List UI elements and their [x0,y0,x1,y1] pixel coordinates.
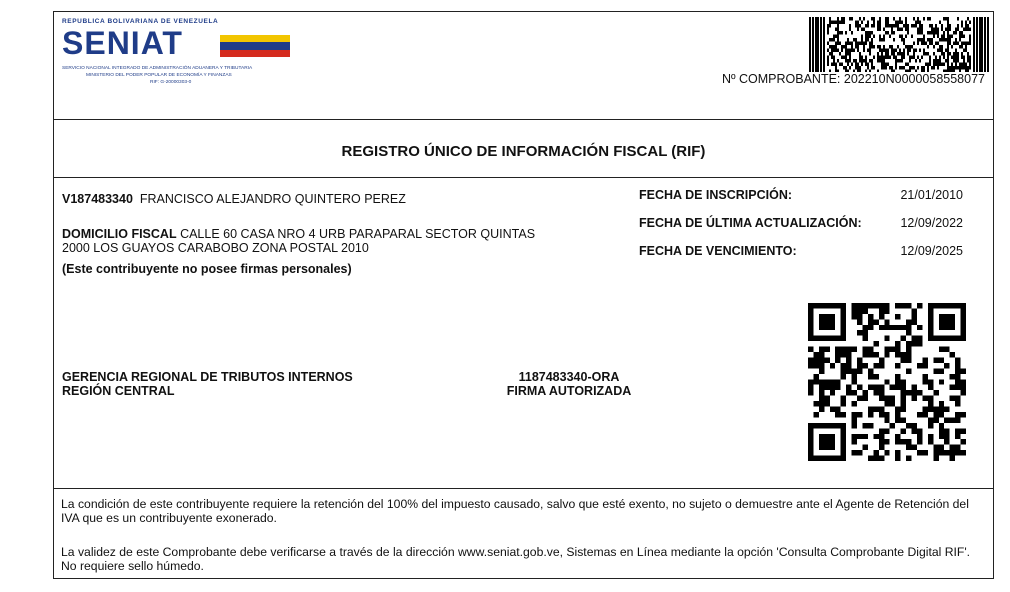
comprobante-number: Nº COMPROBANTE: 202210N0000058558077 [721,72,985,86]
document-title: REGISTRO ÚNICO DE INFORMACIÓN FISCAL (RIF) [341,143,706,160]
actualizacion-label: FECHA DE ÚLTIMA ACTUALIZACIÓN: [639,216,862,230]
signature-code: 1187483340-ORA [518,370,620,384]
logo-country-text: REPUBLICA BOLIVARIANA DE VENEZUELA [62,18,219,25]
taxpayer-line [62,192,406,206]
divider [54,119,993,120]
rif-document [53,11,994,579]
domicilio-label: DOMICILIO FISCAL [62,227,177,241]
divider [54,488,993,489]
domicilio-line-1 [62,227,535,241]
taxpayer-name: FRANCISCO ALEJANDRO QUINTERO PEREZ [139,192,406,206]
seniat-logo [62,18,292,92]
taxpayer-rif: V187483340 [62,192,133,206]
inscripcion-value: 21/01/2010 [900,188,963,202]
office-line-1: GERENCIA REGIONAL DE TRIBUTOS INTERNOS [62,370,353,384]
office-line-2: REGIÓN CENTRAL [62,384,175,398]
divider [54,177,993,178]
vencimiento-value: 12/09/2025 [900,244,963,258]
vencimiento-label: FECHA DE VENCIMIENTO: [639,244,797,258]
footer-retention-note: La condición de este contribuyente requiere la retención del 100% del impuesto causado, salvo que esté exento, no sujeto o demuestre ante el Agente de Retención del IVA que es un contribuyente exonerado. [61,497,969,525]
domicilio-address-2: 2000 LOS GUAYOS CARABOBO ZONA POSTAL 2010 [62,241,369,255]
venezuela-flag-icon [220,35,290,57]
qr-code-icon [808,302,966,462]
pdf417-barcode-icon [809,17,989,72]
signature-label: FIRMA AUTORIZADA [506,384,632,398]
logo-subtitle-2: MINISTERIO DEL PODER POPULAR DE ECONOMÍA Y FINANZAS [86,73,232,78]
logo-subtitle-3: RIF: G-20000303-0 [150,80,192,85]
signature-note: (Este contribuyente no posee firmas personales) [62,262,352,276]
footer-validity-note: La validez de este Comprobante debe verificarse a través de la dirección www.seniat.gob.ve, Sistemas en Línea mediante la opción 'Consulta Comprobante Digital RIF'. No requiere sello húmedo. [61,545,971,573]
inscripcion-label: FECHA DE INSCRIPCIÓN: [639,188,793,202]
logo-subtitle-1: SERVICIO NACIONAL INTEGRADO DE ADMINISTRACIÓN ADUANERA Y TRIBUTARIA [62,66,253,71]
domicilio-address-1: CALLE 60 CASA NRO 4 URB PARAPARAL SECTOR QUINTAS [180,227,536,241]
actualizacion-value: 12/09/2022 [900,216,963,230]
logo-wordmark: SENIAT [62,25,183,61]
